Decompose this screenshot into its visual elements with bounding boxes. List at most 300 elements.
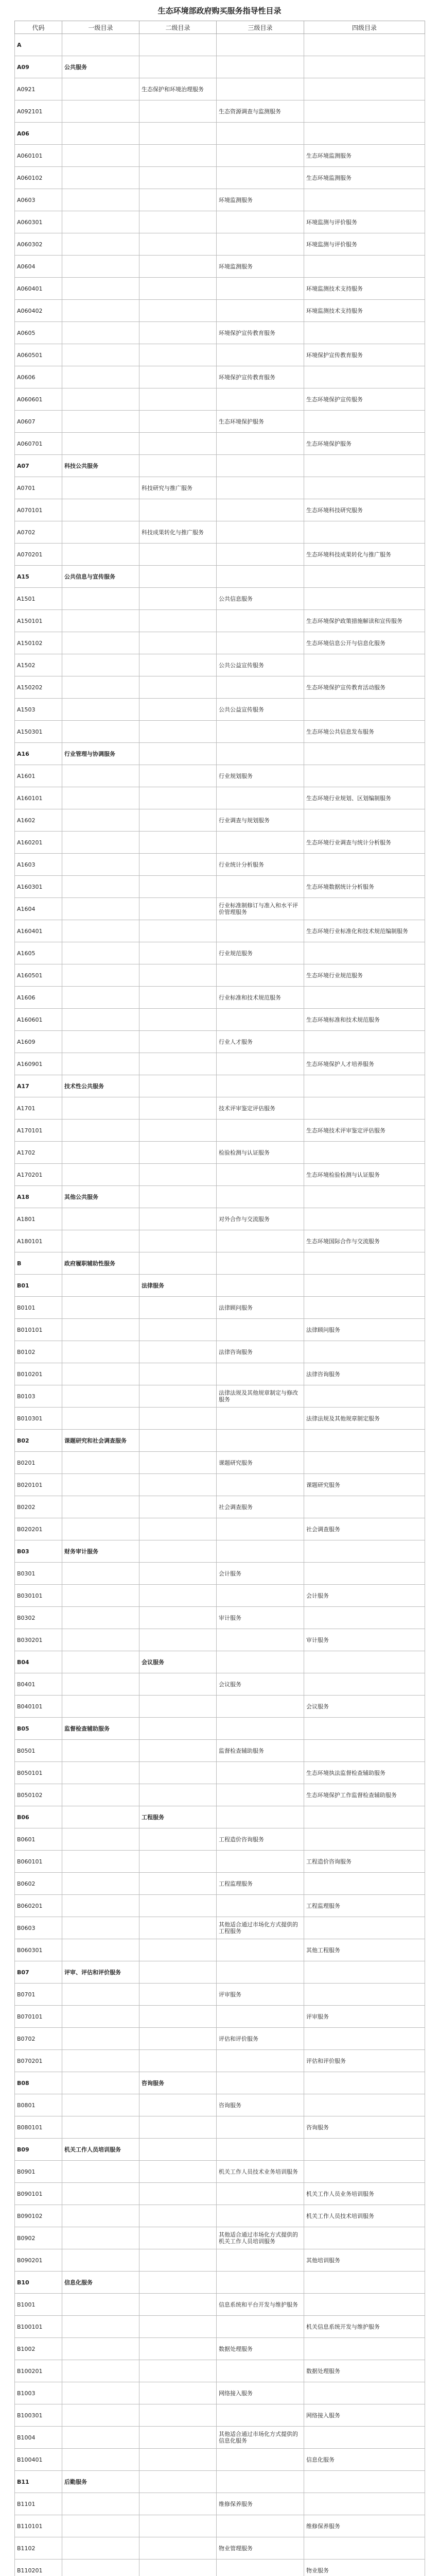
- cell-level2: [139, 588, 217, 610]
- cell-level2: [139, 1120, 217, 1142]
- cell-level3: [217, 499, 304, 521]
- cell-level2: [139, 566, 217, 588]
- cell-code: A060501: [15, 344, 62, 366]
- table-row: [15, 2338, 425, 2360]
- cell-level2: [139, 1430, 217, 1452]
- table-row: [15, 366, 425, 388]
- table-row: [15, 1186, 425, 1208]
- cell-code: A09: [15, 56, 62, 78]
- cell-code: A070201: [15, 544, 62, 566]
- cell-level1: [62, 1164, 139, 1186]
- cell-level2: [139, 2515, 217, 2537]
- cell-level3: 行业调查与规划服务: [217, 809, 304, 832]
- cell-level1: [62, 2316, 139, 2338]
- cell-code: A06: [15, 123, 62, 145]
- cell-code: B11: [15, 2471, 62, 2493]
- cell-level4: [304, 1341, 425, 1363]
- cell-level1: [62, 477, 139, 499]
- cell-level3: 数据处理服务: [217, 2338, 304, 2360]
- cell-level3: 工程造价咨询服务: [217, 1828, 304, 1851]
- cell-level2: [139, 2493, 217, 2515]
- cell-code: A1602: [15, 809, 62, 832]
- table-row: [15, 1762, 425, 1784]
- cell-code: A060701: [15, 433, 62, 455]
- cell-level1: [62, 189, 139, 211]
- cell-level4: [304, 189, 425, 211]
- cell-level4: [304, 521, 425, 544]
- cell-level1: 公共服务: [62, 56, 139, 78]
- cell-code: B0201: [15, 1452, 62, 1474]
- cell-level2: [139, 1851, 217, 1873]
- cell-level4: [304, 588, 425, 610]
- cell-level2: [139, 455, 217, 477]
- cell-code: A170201: [15, 1164, 62, 1186]
- cell-level1: [62, 765, 139, 787]
- cell-level1: [62, 1363, 139, 1385]
- cell-level1: [62, 654, 139, 676]
- cell-level2: [139, 2427, 217, 2449]
- cell-level4: [304, 942, 425, 964]
- table-row: [15, 987, 425, 1009]
- table-row: [15, 699, 425, 721]
- table-row: [15, 2183, 425, 2205]
- cell-level2: [139, 1385, 217, 1408]
- table-row: [15, 1275, 425, 1297]
- cell-level1: [62, 787, 139, 809]
- table-row: [15, 544, 425, 566]
- cell-level4: 工程造价咨询服务: [304, 1851, 425, 1873]
- cell-code: A160101: [15, 787, 62, 809]
- table-row: [15, 211, 425, 233]
- cell-level4: [304, 809, 425, 832]
- cell-level2: [139, 1585, 217, 1607]
- table-row: [15, 388, 425, 411]
- table-row: [15, 1164, 425, 1186]
- cell-code: B0302: [15, 1607, 62, 1629]
- cell-level1: [62, 1784, 139, 1806]
- cell-code: A: [15, 34, 62, 56]
- cell-level1: [62, 433, 139, 455]
- cell-level2: [139, 1097, 217, 1120]
- table-row: [15, 2449, 425, 2471]
- cell-level1: [62, 1009, 139, 1031]
- cell-level2: [139, 1828, 217, 1851]
- cell-level4: 法律顾问服务: [304, 1319, 425, 1341]
- cell-level1: [62, 854, 139, 876]
- cell-code: B07: [15, 1961, 62, 1984]
- cell-code: B060301: [15, 1939, 62, 1961]
- cell-level4: 环境监测与评价服务: [304, 233, 425, 256]
- cell-level4: [304, 2028, 425, 2050]
- table-row: [15, 1319, 425, 1341]
- cell-level1: [62, 2515, 139, 2537]
- cell-level2: 法律服务: [139, 1275, 217, 1297]
- cell-level3: [217, 433, 304, 455]
- cell-code: B1002: [15, 2338, 62, 2360]
- cell-level3: 法律咨询服务: [217, 1341, 304, 1363]
- cell-level4: 会计服务: [304, 1585, 425, 1607]
- cell-code: B050102: [15, 1784, 62, 1806]
- cell-code: A1606: [15, 987, 62, 1009]
- catalog-body: [15, 34, 425, 2576]
- cell-level2: [139, 787, 217, 809]
- cell-level1: [62, 521, 139, 544]
- cell-level1: 后勤服务: [62, 2471, 139, 2493]
- cell-code: B04: [15, 1651, 62, 1673]
- cell-level2: [139, 2161, 217, 2183]
- cell-level4: 法律法规及其他规章制定服务: [304, 1408, 425, 1430]
- cell-level4: [304, 366, 425, 388]
- cell-level4: [304, 2427, 425, 2449]
- cell-level3: 行业规划服务: [217, 765, 304, 787]
- table-row: [15, 300, 425, 322]
- cell-level3: 对外合作与交流服务: [217, 1208, 304, 1230]
- cell-level2: [139, 2404, 217, 2427]
- cell-level2: [139, 1009, 217, 1031]
- cell-level4: 工程监理服务: [304, 1895, 425, 1917]
- table-row: [15, 344, 425, 366]
- cell-level2: [139, 388, 217, 411]
- table-row: [15, 2471, 425, 2493]
- cell-code: A150301: [15, 721, 62, 743]
- table-row: [15, 2427, 425, 2449]
- cell-code: A1501: [15, 588, 62, 610]
- cell-level2: [139, 1186, 217, 1208]
- cell-level2: [139, 189, 217, 211]
- table-row: [15, 411, 425, 433]
- cell-level2: [139, 1961, 217, 1984]
- table-row: [15, 2249, 425, 2272]
- table-row: [15, 167, 425, 189]
- table-row: [15, 1408, 425, 1430]
- cell-level3: [217, 2272, 304, 2294]
- cell-code: B100201: [15, 2360, 62, 2382]
- cell-level1: [62, 1984, 139, 2006]
- cell-level2: 工程服务: [139, 1806, 217, 1828]
- cell-code: B0901: [15, 2161, 62, 2183]
- cell-level3: [217, 1053, 304, 1075]
- table-row: [15, 832, 425, 854]
- table-row: [15, 1297, 425, 1319]
- cell-level4: [304, 256, 425, 278]
- cell-code: B0701: [15, 1984, 62, 2006]
- cell-level4: 生态环境行业规范服务: [304, 964, 425, 987]
- header-level2: 二级目录: [139, 21, 217, 34]
- cell-level4: [304, 1275, 425, 1297]
- cell-level2: [139, 344, 217, 366]
- cell-level3: 社会调查服务: [217, 1496, 304, 1518]
- cell-code: B070101: [15, 2006, 62, 2028]
- cell-code: B0603: [15, 1917, 62, 1939]
- cell-level3: 环境保护宣传教育服务: [217, 322, 304, 344]
- cell-level4: 生态环境标准和技术规范服务: [304, 1009, 425, 1031]
- table-row: [15, 1607, 425, 1629]
- cell-code: B100301: [15, 2404, 62, 2427]
- cell-level1: [62, 632, 139, 654]
- cell-level2: [139, 366, 217, 388]
- cell-code: B1001: [15, 2294, 62, 2316]
- cell-code: B08: [15, 2072, 62, 2094]
- cell-level4: [304, 2382, 425, 2404]
- table-row: [15, 2050, 425, 2072]
- table-row: [15, 2404, 425, 2427]
- table-row: [15, 100, 425, 123]
- cell-level3: 行业规范服务: [217, 942, 304, 964]
- cell-code: B0103: [15, 1385, 62, 1408]
- cell-level1: [62, 2537, 139, 2560]
- table-row: [15, 477, 425, 499]
- cell-level4: [304, 411, 425, 433]
- cell-level3: [217, 1275, 304, 1297]
- cell-level1: [62, 1230, 139, 1252]
- cell-level4: [304, 2094, 425, 2116]
- table-row: [15, 2493, 425, 2515]
- cell-level3: [217, 211, 304, 233]
- cell-level3: [217, 876, 304, 898]
- cell-code: B02: [15, 1430, 62, 1452]
- cell-code: A17: [15, 1075, 62, 1097]
- cell-level2: [139, 1297, 217, 1319]
- table-row: [15, 1097, 425, 1120]
- cell-level1: [62, 411, 139, 433]
- cell-code: A16: [15, 743, 62, 765]
- cell-level3: 环境监测服务: [217, 256, 304, 278]
- cell-level4: 生态环境科技成果转化与推广服务: [304, 544, 425, 566]
- cell-code: B110101: [15, 2515, 62, 2537]
- cell-level3: [217, 2449, 304, 2471]
- table-row: [15, 1385, 425, 1408]
- cell-level1: [62, 1585, 139, 1607]
- cell-level4: 机关工作人员技术培训服务: [304, 2205, 425, 2227]
- cell-level4: [304, 2338, 425, 2360]
- cell-code: B10: [15, 2272, 62, 2294]
- cell-level4: [304, 1563, 425, 1585]
- cell-level4: 生态环境公共信息发布服务: [304, 721, 425, 743]
- cell-level4: 网络接入服务: [304, 2404, 425, 2427]
- cell-level3: 检验检测与认证服务: [217, 1142, 304, 1164]
- cell-code: A060402: [15, 300, 62, 322]
- cell-level4: [304, 1385, 425, 1408]
- cell-level4: [304, 1540, 425, 1563]
- table-row: [15, 1031, 425, 1053]
- cell-code: B100101: [15, 2316, 62, 2338]
- cell-level1: 公共信息与宣传服务: [62, 566, 139, 588]
- cell-level3: 咨询服务: [217, 2094, 304, 2116]
- table-row: [15, 1851, 425, 1873]
- cell-code: A1701: [15, 1097, 62, 1120]
- cell-code: A160201: [15, 832, 62, 854]
- cell-level1: [62, 1607, 139, 1629]
- table-row: [15, 676, 425, 699]
- cell-level4: [304, 987, 425, 1009]
- cell-code: B100401: [15, 2449, 62, 2471]
- table-row: [15, 1452, 425, 1474]
- cell-level3: [217, 167, 304, 189]
- cell-level2: [139, 100, 217, 123]
- cell-code: B01: [15, 1275, 62, 1297]
- cell-level2: [139, 2471, 217, 2493]
- cell-code: B0501: [15, 1740, 62, 1762]
- cell-level1: [62, 987, 139, 1009]
- cell-level1: [62, 1208, 139, 1230]
- table-row: [15, 1142, 425, 1164]
- cell-level1: [62, 876, 139, 898]
- cell-level1: [62, 2116, 139, 2139]
- cell-level1: [62, 676, 139, 699]
- cell-level3: [217, 1363, 304, 1385]
- cell-code: A060102: [15, 167, 62, 189]
- cell-level2: [139, 278, 217, 300]
- cell-code: B1003: [15, 2382, 62, 2404]
- cell-level4: [304, 1873, 425, 1895]
- cell-level4: 法律咨询服务: [304, 1363, 425, 1385]
- cell-level1: 机关工作人员培训服务: [62, 2139, 139, 2161]
- cell-level2: [139, 2227, 217, 2249]
- cell-level3: [217, 2205, 304, 2227]
- cell-level3: [217, 123, 304, 145]
- cell-code: B06: [15, 1806, 62, 1828]
- cell-level3: [217, 2183, 304, 2205]
- table-row: [15, 1873, 425, 1895]
- cell-level3: [217, 2139, 304, 2161]
- cell-level4: 评估和评价服务: [304, 2050, 425, 2072]
- cell-level4: [304, 455, 425, 477]
- cell-level3: [217, 1186, 304, 1208]
- cell-level4: [304, 1031, 425, 1053]
- cell-level1: [62, 2183, 139, 2205]
- cell-level4: [304, 1607, 425, 1629]
- cell-level3: 公共公益宣传服务: [217, 699, 304, 721]
- cell-level4: [304, 1430, 425, 1452]
- cell-level4: [304, 2493, 425, 2515]
- cell-level3: [217, 521, 304, 544]
- cell-level2: [139, 2338, 217, 2360]
- page-title: 生态环境部政府购买服务指导性目录: [157, 6, 282, 15]
- cell-code: B060201: [15, 1895, 62, 1917]
- cell-level4: [304, 1075, 425, 1097]
- table-row: [15, 1917, 425, 1939]
- table-row: [15, 2116, 425, 2139]
- cell-level1: [62, 1563, 139, 1585]
- cell-level3: [217, 300, 304, 322]
- cell-level3: [217, 278, 304, 300]
- cell-level1: [62, 2382, 139, 2404]
- cell-level1: [62, 145, 139, 167]
- cell-code: B070201: [15, 2050, 62, 2072]
- table-row: [15, 1363, 425, 1385]
- cell-code: A160601: [15, 1009, 62, 1031]
- cell-code: A160501: [15, 964, 62, 987]
- cell-level3: [217, 1762, 304, 1784]
- cell-level3: 其他适合通过市场化方式提供的信息化服务: [217, 2427, 304, 2449]
- cell-level3: [217, 2316, 304, 2338]
- cell-level4: 审计服务: [304, 1629, 425, 1651]
- cell-level3: [217, 477, 304, 499]
- cell-level4: [304, 1828, 425, 1851]
- cell-level3: 环境监测服务: [217, 189, 304, 211]
- cell-level4: 物业服务: [304, 2560, 425, 2576]
- cell-level4: [304, 1917, 425, 1939]
- cell-level4: [304, 765, 425, 787]
- cell-level1: [62, 1275, 139, 1297]
- cell-level3: 行业统计分析服务: [217, 854, 304, 876]
- cell-code: B03: [15, 1540, 62, 1563]
- cell-level1: [62, 2493, 139, 2515]
- table-row: [15, 2072, 425, 2094]
- cell-level2: [139, 1075, 217, 1097]
- cell-code: A170101: [15, 1120, 62, 1142]
- cell-level4: [304, 1252, 425, 1275]
- cell-code: B090201: [15, 2249, 62, 2272]
- cell-level2: [139, 322, 217, 344]
- cell-code: A0604: [15, 256, 62, 278]
- cell-level2: [139, 610, 217, 632]
- cell-level2: [139, 1474, 217, 1496]
- cell-code: A1503: [15, 699, 62, 721]
- cell-level1: [62, 1740, 139, 1762]
- cell-code: A0606: [15, 366, 62, 388]
- table-row: [15, 1961, 425, 1984]
- cell-level3: [217, 455, 304, 477]
- cell-level2: [139, 2316, 217, 2338]
- cell-level2: [139, 1696, 217, 1718]
- cell-level3: [217, 1009, 304, 1031]
- cell-level1: [62, 2427, 139, 2449]
- table-row: [15, 743, 425, 765]
- cell-code: B1101: [15, 2493, 62, 2515]
- cell-level3: [217, 1164, 304, 1186]
- cell-level4: 信息化服务: [304, 2449, 425, 2471]
- cell-code: B030201: [15, 1629, 62, 1651]
- cell-level3: [217, 1696, 304, 1718]
- cell-level3: 评审服务: [217, 1984, 304, 2006]
- cell-level4: 生态环境监测服务: [304, 167, 425, 189]
- cell-level2: [139, 1673, 217, 1696]
- cell-level1: [62, 233, 139, 256]
- table-row: [15, 2161, 425, 2183]
- cell-level1: [62, 964, 139, 987]
- cell-level1: [62, 322, 139, 344]
- cell-level1: [62, 366, 139, 388]
- cell-level1: 信息化服务: [62, 2272, 139, 2294]
- table-row: [15, 278, 425, 300]
- table-row: [15, 455, 425, 477]
- cell-level3: [217, 1629, 304, 1651]
- cell-level2: [139, 167, 217, 189]
- cell-level4: [304, 123, 425, 145]
- cell-level4: 数据处理服务: [304, 2360, 425, 2382]
- cell-code: A0701: [15, 477, 62, 499]
- cell-level1: [62, 809, 139, 832]
- cell-level4: 生态环境行业调查与统计分析服务: [304, 832, 425, 854]
- cell-level1: [62, 920, 139, 942]
- cell-level2: [139, 854, 217, 876]
- table-row: [15, 876, 425, 898]
- cell-level2: [139, 2360, 217, 2382]
- cell-level3: [217, 1806, 304, 1828]
- cell-code: A0603: [15, 189, 62, 211]
- table-row: [15, 2272, 425, 2294]
- cell-code: A15: [15, 566, 62, 588]
- cell-level1: [62, 278, 139, 300]
- cell-level1: [62, 1031, 139, 1053]
- cell-code: A160301: [15, 876, 62, 898]
- cell-level4: [304, 1496, 425, 1518]
- cell-level3: [217, 388, 304, 411]
- table-row: [15, 1430, 425, 1452]
- table-row: [15, 898, 425, 920]
- cell-level1: [62, 1341, 139, 1363]
